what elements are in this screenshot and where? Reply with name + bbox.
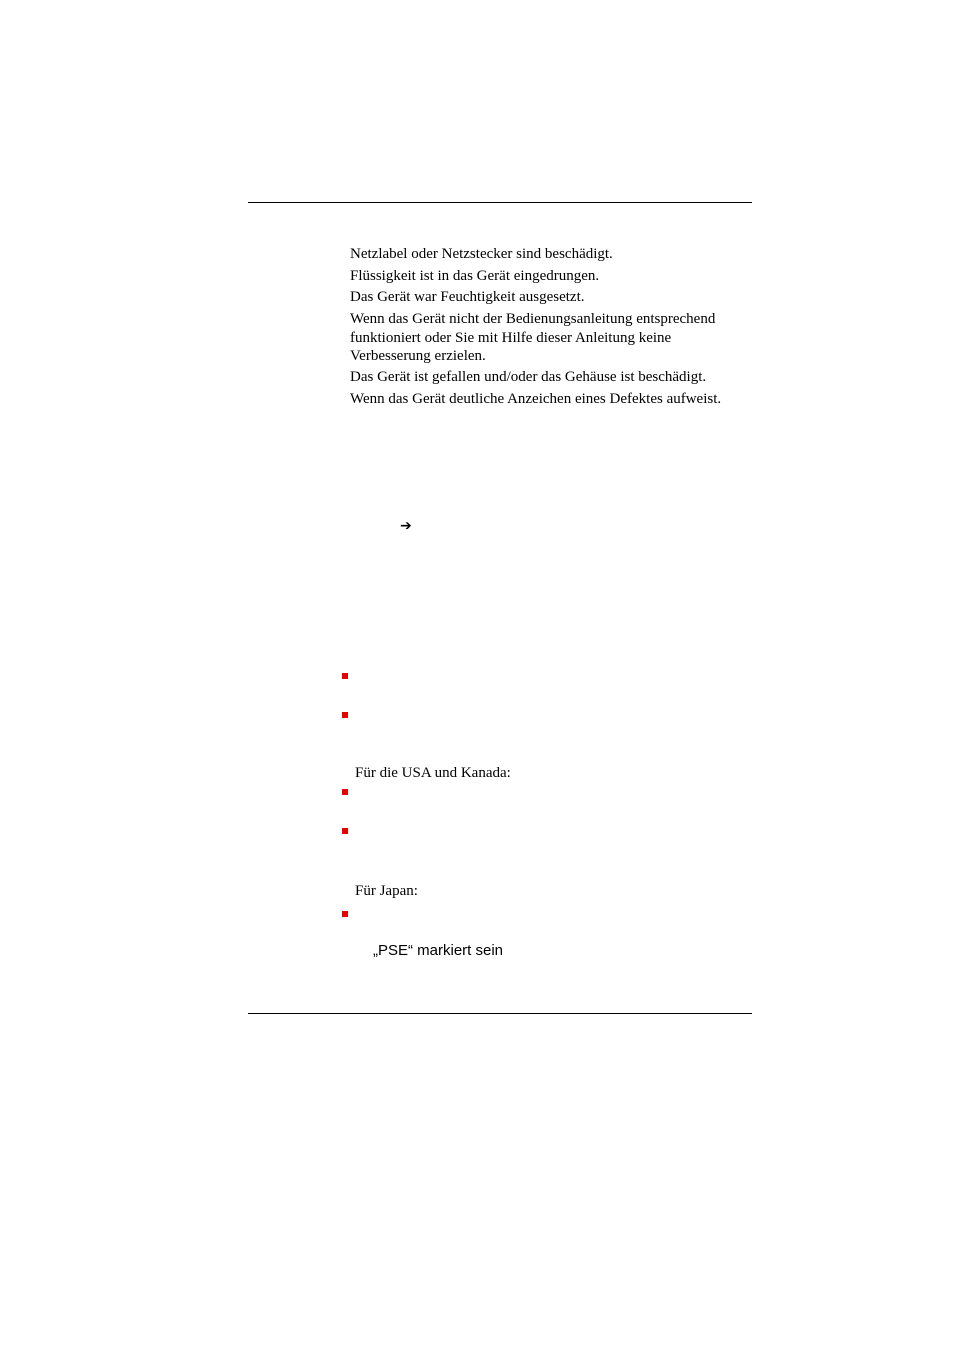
bullet-icon xyxy=(342,911,348,917)
arrow-right-icon: ➔ xyxy=(400,518,412,534)
condition-item: Das Gerät ist gefallen und/oder das Gehäuse ist beschädigt. xyxy=(350,369,707,385)
bullet-icon xyxy=(342,828,348,834)
pse-marking-note: „PSE“ markiert sein xyxy=(373,942,504,959)
header-rule xyxy=(248,202,752,203)
section-heading-japan: Für Japan: xyxy=(355,883,418,899)
footer-rule xyxy=(248,1013,752,1014)
bullet-icon xyxy=(342,673,348,679)
condition-item: Flüssigkeit ist in das Gerät eingedrungen. xyxy=(350,268,600,284)
condition-item: Netzlabel oder Netzstecker sind beschädigt. xyxy=(350,246,613,262)
condition-item: Das Gerät war Feuchtigkeit ausgesetzt. xyxy=(350,289,585,305)
condition-item: Wenn das Gerät deutliche Anzeichen eines Defektes aufweist. xyxy=(350,391,722,407)
bullet-icon xyxy=(342,712,348,718)
section-heading-usa-canada: Für die USA und Kanada: xyxy=(355,765,511,781)
bullet-icon xyxy=(342,789,348,795)
condition-item: Wenn das Gerät nicht der Bedienungsanleitung entsprechend funktioniert oder Sie mit Hilfe dieser Anleitung keine Verbesserung erzielen. xyxy=(350,311,716,364)
